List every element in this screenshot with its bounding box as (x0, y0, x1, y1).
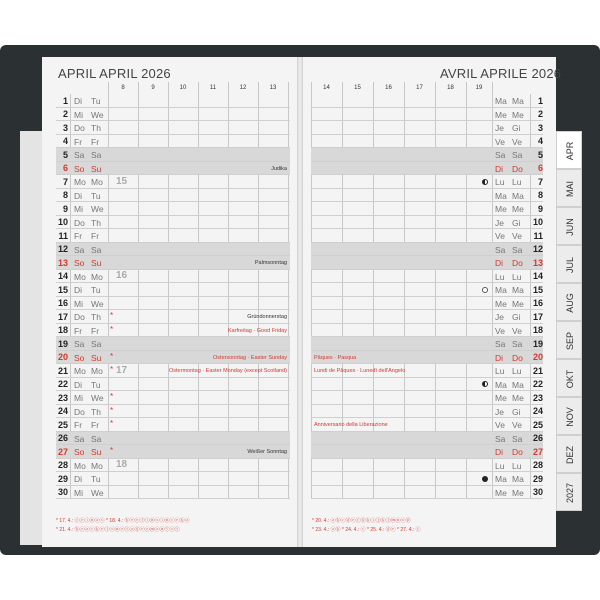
day-name-en: We (91, 298, 104, 309)
footer-left-line2: * 21. 4.: ⓑⓡⓐⓒⓗⓔⓛⓢⓝⓔⓣⓩⓖⓔⓡⓜⓐⓝⓨⓢⓣ (56, 527, 180, 533)
day-name-fr: Sa (495, 244, 506, 255)
day-number: 26 (57, 433, 68, 443)
day-name-en: Su (91, 258, 102, 268)
day-number: 4 (62, 136, 68, 146)
day-name-it: Sa (512, 244, 523, 255)
right-page-title: AVRIL APRILE 2026 (440, 66, 562, 81)
day-name-en: Th (91, 312, 101, 322)
month-tab-label: DEZ (565, 446, 575, 464)
moon-phase-icon (482, 179, 488, 185)
day-name-en: We (91, 487, 104, 498)
day-name-fr: Me (495, 393, 507, 403)
day-row[interactable] (311, 337, 543, 351)
day-name-en: Tu (91, 96, 101, 106)
left-page-title: APRIL APRIL 2026 (58, 66, 171, 81)
day-name-it: Sa (512, 433, 523, 444)
day-row[interactable] (311, 310, 543, 324)
day-row[interactable] (311, 378, 543, 392)
day-name-de: So (74, 352, 85, 363)
day-name-it: Do (512, 447, 523, 457)
day-row[interactable] (311, 108, 543, 122)
hour-label-right: 19 (475, 85, 483, 91)
day-name-fr: Je (495, 217, 504, 228)
holiday-star: * (110, 446, 114, 455)
hour-label-left: 12 (239, 85, 247, 91)
day-name-fr: Ve (495, 136, 505, 147)
day-name-en: Su (91, 352, 102, 363)
day-name-de: Mo (74, 271, 86, 282)
day-name-it: Ma (512, 474, 524, 484)
day-name-it: Do (512, 258, 523, 268)
day-number: 15 (57, 284, 68, 295)
day-number: 14 (532, 271, 543, 281)
day-name-de: Fr (74, 136, 83, 147)
day-row[interactable] (311, 121, 543, 135)
day-name-it: Gi (512, 312, 521, 322)
day-name-it: Ma (512, 379, 524, 390)
day-number: 25 (57, 419, 68, 430)
day-number: 23 (532, 392, 543, 403)
day-name-fr: Me (495, 204, 507, 214)
day-number: 25 (532, 419, 543, 430)
month-tab-label: NOV (565, 407, 575, 427)
day-name-it: Ve (512, 231, 522, 241)
event-note: Pâques · Pasqua (314, 354, 357, 361)
event-note: Palmsonntag (254, 260, 287, 266)
day-number: 5 (537, 149, 543, 160)
day-number: 20 (532, 352, 543, 362)
day-row[interactable] (311, 229, 543, 243)
day-name-fr: Sa (495, 150, 506, 160)
day-name-fr: Sa (495, 339, 506, 349)
month-tab-sep[interactable] (556, 321, 582, 359)
hour-label-right: 15 (354, 85, 361, 91)
holiday-star: * (110, 311, 114, 320)
day-name-en: Th (91, 406, 101, 417)
day-name-it: Ma (512, 96, 524, 106)
day-row[interactable] (311, 486, 543, 500)
day-name-it: Sa (512, 150, 523, 160)
day-number: 12 (57, 244, 68, 254)
day-row[interactable] (311, 94, 543, 108)
day-number: 11 (58, 230, 68, 241)
day-number: 18 (57, 325, 68, 335)
footer-right-line1: * 20. 4.: ⓐⓑⓒⓓⓔⓕⓖⓗⓘⓙⓚⓛⓜⓝⓞⓟ (312, 518, 411, 524)
event-note: Lundi de Pâques · Lunedì dell'Angelo (314, 368, 406, 374)
day-name-en: Fr (91, 231, 100, 241)
hour-label-right: 14 (323, 85, 330, 91)
book-spine (297, 57, 303, 547)
day-name-de: Mo (74, 177, 86, 187)
day-name-en: Su (91, 163, 102, 174)
day-row[interactable] (311, 243, 543, 257)
day-row[interactable] (311, 270, 543, 284)
day-name-de: Do (74, 123, 85, 133)
day-number: 6 (537, 163, 543, 173)
holiday-star: * (110, 405, 114, 415)
day-number: 3 (537, 122, 543, 133)
day-number: 19 (532, 338, 543, 349)
day-number: 15 (532, 284, 543, 295)
day-name-en: Sa (91, 339, 102, 349)
day-name-de: So (74, 163, 85, 174)
day-name-de: Di (74, 379, 83, 390)
day-number: 13 (57, 257, 68, 268)
day-name-fr: Di (495, 163, 504, 174)
day-number: 4 (537, 136, 543, 146)
month-tab-label: SEP (565, 332, 575, 351)
day-number: 17 (532, 311, 543, 322)
day-name-it: Sa (512, 339, 523, 349)
day-number: 22 (532, 379, 543, 389)
day-number: 30 (532, 487, 543, 497)
holiday-star: * (110, 392, 114, 401)
day-name-en: Mo (91, 271, 103, 282)
month-tab-label: JUN (565, 218, 575, 236)
day-row[interactable] (311, 445, 543, 459)
day-name-it: Ve (512, 420, 522, 430)
week-number: 17 (116, 364, 128, 376)
day-name-de: Di (74, 96, 83, 106)
day-name-de: Sa (74, 150, 85, 160)
day-number: 24 (57, 406, 68, 416)
month-tab-2027[interactable] (556, 473, 582, 511)
day-row[interactable] (311, 432, 543, 446)
day-number: 28 (532, 460, 543, 470)
day-name-fr: Ma (495, 474, 507, 484)
month-tab-aug[interactable] (556, 283, 582, 321)
day-name-en: Mo (91, 366, 103, 376)
day-row[interactable] (311, 162, 543, 176)
day-row[interactable] (311, 297, 543, 311)
day-name-fr: Ma (495, 96, 507, 106)
day-name-it: Do (512, 163, 523, 174)
day-name-it: Lu (512, 177, 522, 187)
day-name-de: Fr (74, 231, 83, 241)
day-row[interactable] (311, 256, 543, 270)
event-note: Anniversario della Liberazione (314, 422, 388, 428)
day-name-en: Tu (91, 379, 101, 390)
day-name-de: Sa (74, 244, 85, 255)
day-number: 12 (532, 244, 543, 254)
day-name-it: Me (512, 109, 524, 120)
day-name-de: Mi (74, 109, 83, 120)
day-name-fr: Lu (495, 366, 505, 376)
holiday-star: * (110, 419, 114, 428)
hour-label-right: 18 (447, 85, 454, 91)
day-name-en: Fr (91, 420, 100, 430)
event-note: Ostermontag · Easter Monday (except Scotland) (169, 368, 287, 374)
day-name-it: Lu (512, 460, 522, 471)
holiday-star: * (110, 365, 114, 374)
day-name-de: Fr (74, 420, 83, 430)
day-number: 2 (537, 109, 543, 119)
day-name-en: Sa (91, 150, 102, 160)
day-name-de: Mo (74, 366, 86, 376)
day-name-fr: Lu (495, 271, 505, 282)
day-name-it: Gi (512, 406, 521, 417)
day-number: 9 (537, 203, 543, 214)
moon-phase-icon (482, 381, 488, 387)
day-name-it: Gi (512, 217, 521, 228)
day-name-fr: Di (495, 447, 504, 457)
day-name-de: Di (74, 285, 83, 295)
day-number: 23 (57, 392, 68, 403)
day-row[interactable] (311, 324, 543, 338)
day-number: 20 (57, 352, 68, 362)
hour-label-right: 16 (385, 85, 392, 91)
day-name-en: We (91, 204, 104, 214)
day-name-de: Do (74, 217, 85, 228)
day-number: 7 (537, 176, 543, 187)
event-note: Weißer Sonntag (247, 449, 287, 455)
day-number: 27 (532, 446, 543, 457)
month-tab-label: AUG (565, 293, 575, 313)
day-name-it: Gi (512, 123, 521, 133)
day-name-de: So (74, 447, 85, 457)
day-name-fr: Me (495, 109, 507, 120)
month-tab-jun[interactable] (556, 207, 582, 245)
day-name-it: Ma (512, 285, 524, 295)
day-name-fr: Je (495, 406, 504, 417)
day-name-it: Do (512, 352, 523, 363)
day-number: 28 (57, 460, 68, 470)
day-row[interactable] (311, 216, 543, 230)
day-row[interactable] (311, 459, 543, 473)
event-note: Karfreitag · Good Friday (228, 327, 287, 334)
day-name-fr: Lu (495, 177, 505, 187)
event-note: Gründonnerstag (247, 314, 287, 320)
month-tab-label: JUL (565, 257, 575, 274)
moon-phase-icon (482, 476, 488, 482)
day-number: 16 (532, 298, 543, 308)
day-name-it: Me (512, 298, 524, 309)
day-name-fr: Sa (495, 433, 506, 444)
month-tab-nov[interactable] (556, 397, 582, 435)
day-name-fr: Me (495, 298, 507, 309)
day-row[interactable] (311, 189, 543, 203)
day-number: 17 (57, 311, 68, 322)
day-number: 21 (532, 365, 543, 376)
hour-label-left: 10 (179, 85, 187, 91)
month-tab-dez[interactable] (556, 435, 582, 473)
day-number: 2 (62, 109, 68, 119)
day-number: 19 (57, 338, 68, 349)
month-tab-apr[interactable] (556, 131, 582, 169)
holiday-star: * (110, 351, 114, 361)
day-name-en: Sa (91, 433, 102, 444)
day-name-en: Fr (91, 325, 100, 336)
day-number: 14 (57, 271, 68, 281)
day-name-fr: Je (495, 312, 504, 322)
day-name-it: Ve (512, 136, 522, 147)
day-name-en: Mo (91, 460, 103, 471)
day-number: 3 (62, 122, 68, 133)
day-number: 30 (57, 487, 68, 497)
day-name-fr: Lu (495, 460, 505, 471)
day-name-fr: Di (495, 352, 504, 363)
day-name-en: Th (91, 123, 101, 133)
hour-label-left: 11 (209, 85, 217, 91)
day-name-fr: Me (495, 487, 507, 498)
month-tab-mai[interactable] (556, 169, 582, 207)
day-number: 9 (62, 203, 68, 214)
day-name-de: Di (74, 474, 83, 484)
day-name-en: We (91, 109, 104, 120)
day-name-de: Sa (74, 339, 85, 349)
day-name-en: Tu (91, 474, 101, 484)
month-tab-jul[interactable] (556, 245, 582, 283)
day-number: 8 (537, 190, 543, 200)
day-row[interactable] (311, 472, 543, 486)
moon-phase-icon (482, 287, 488, 293)
day-row[interactable] (311, 283, 543, 297)
day-name-it: Ve (512, 325, 522, 336)
day-number: 29 (57, 473, 68, 484)
day-name-en: Tu (91, 190, 101, 201)
day-row[interactable] (311, 135, 543, 149)
day-row[interactable] (311, 148, 543, 162)
day-name-en: Fr (91, 136, 100, 147)
day-name-de: Mi (74, 393, 83, 403)
footer-left-line1: * 17. 4.: ⓕⓡⓘⓝⓐⓢ * 18. 4.: ⓑⓔⓡⓛⓘⓝⓢⓘⓝⓒⓔⓗⓐ (56, 518, 190, 524)
day-name-de: Fr (74, 325, 83, 336)
month-tab-okt[interactable] (556, 359, 582, 397)
day-number: 13 (532, 257, 543, 268)
day-name-en: Tu (91, 285, 101, 295)
day-number: 7 (62, 176, 68, 187)
week-number: 18 (116, 459, 128, 470)
day-number: 10 (57, 217, 68, 227)
month-tab-label: MAI (565, 181, 575, 198)
footer-right-line2: * 23. 4.: ⓐⓑ * 24. 4.: ⓒ * 25. 4.: ⓓⓔ * 27. 4.: ⓕ (312, 527, 421, 533)
day-name-it: Me (512, 204, 524, 214)
day-number: 22 (57, 379, 68, 389)
event-note: Judika (271, 165, 287, 172)
hour-label-left: 13 (269, 85, 277, 91)
day-number: 18 (532, 325, 543, 335)
day-name-fr: Ma (495, 285, 507, 295)
day-number: 16 (57, 298, 68, 308)
day-number: 8 (62, 190, 68, 200)
day-name-it: Me (512, 393, 524, 403)
hour-label-left: 8 (121, 85, 125, 91)
event-note: Ostersonntag · Easter Sunday (213, 354, 287, 361)
hour-label-right: 17 (416, 85, 423, 91)
day-name-de: Do (74, 406, 85, 417)
day-name-en: Mo (91, 177, 103, 187)
day-name-it: Me (512, 487, 524, 498)
day-number: 1 (62, 95, 68, 106)
day-number: 26 (532, 433, 543, 443)
day-name-it: Lu (512, 271, 522, 282)
week-number: 15 (116, 175, 128, 187)
day-number: 5 (62, 149, 68, 160)
day-row[interactable] (311, 202, 543, 216)
day-name-en: Th (91, 217, 101, 228)
day-name-fr: Di (495, 258, 504, 268)
month-tab-label: OKT (565, 369, 575, 389)
day-number: 11 (533, 230, 543, 241)
day-name-fr: Ma (495, 379, 507, 390)
day-name-de: Mi (74, 298, 83, 309)
day-name-de: Mo (74, 460, 86, 471)
day-row[interactable] (311, 391, 543, 405)
day-name-de: Mi (74, 204, 83, 214)
day-number: 1 (537, 95, 543, 106)
day-name-it: Lu (512, 366, 522, 376)
month-tab-label: APR (565, 141, 575, 161)
day-number: 6 (62, 163, 68, 173)
month-tab-label: 2027 (565, 482, 575, 504)
day-name-de: Sa (74, 433, 85, 444)
day-name-de: Di (74, 190, 83, 201)
day-name-en: Su (91, 447, 102, 457)
day-number: 29 (532, 473, 543, 484)
day-number: 21 (57, 365, 68, 376)
hour-label-left: 9 (151, 85, 155, 91)
day-name-de: Do (74, 312, 85, 322)
day-number: 10 (532, 217, 543, 227)
day-number: 24 (532, 406, 543, 416)
day-name-en: Sa (91, 244, 102, 255)
day-name-de: Mi (74, 487, 83, 498)
day-name-de: So (74, 258, 85, 268)
day-number: 27 (57, 446, 68, 457)
day-row[interactable] (311, 175, 543, 189)
day-name-fr: Ma (495, 190, 507, 201)
week-number: 16 (116, 270, 128, 281)
day-row[interactable] (311, 405, 543, 419)
day-name-fr: Ve (495, 325, 505, 336)
day-name-fr: Je (495, 123, 504, 133)
day-name-it: Ma (512, 190, 524, 201)
page-edge (20, 131, 43, 545)
day-name-fr: Ve (495, 420, 505, 430)
day-name-en: We (91, 393, 104, 403)
holiday-star: * (110, 324, 114, 334)
day-name-fr: Ve (495, 231, 505, 241)
